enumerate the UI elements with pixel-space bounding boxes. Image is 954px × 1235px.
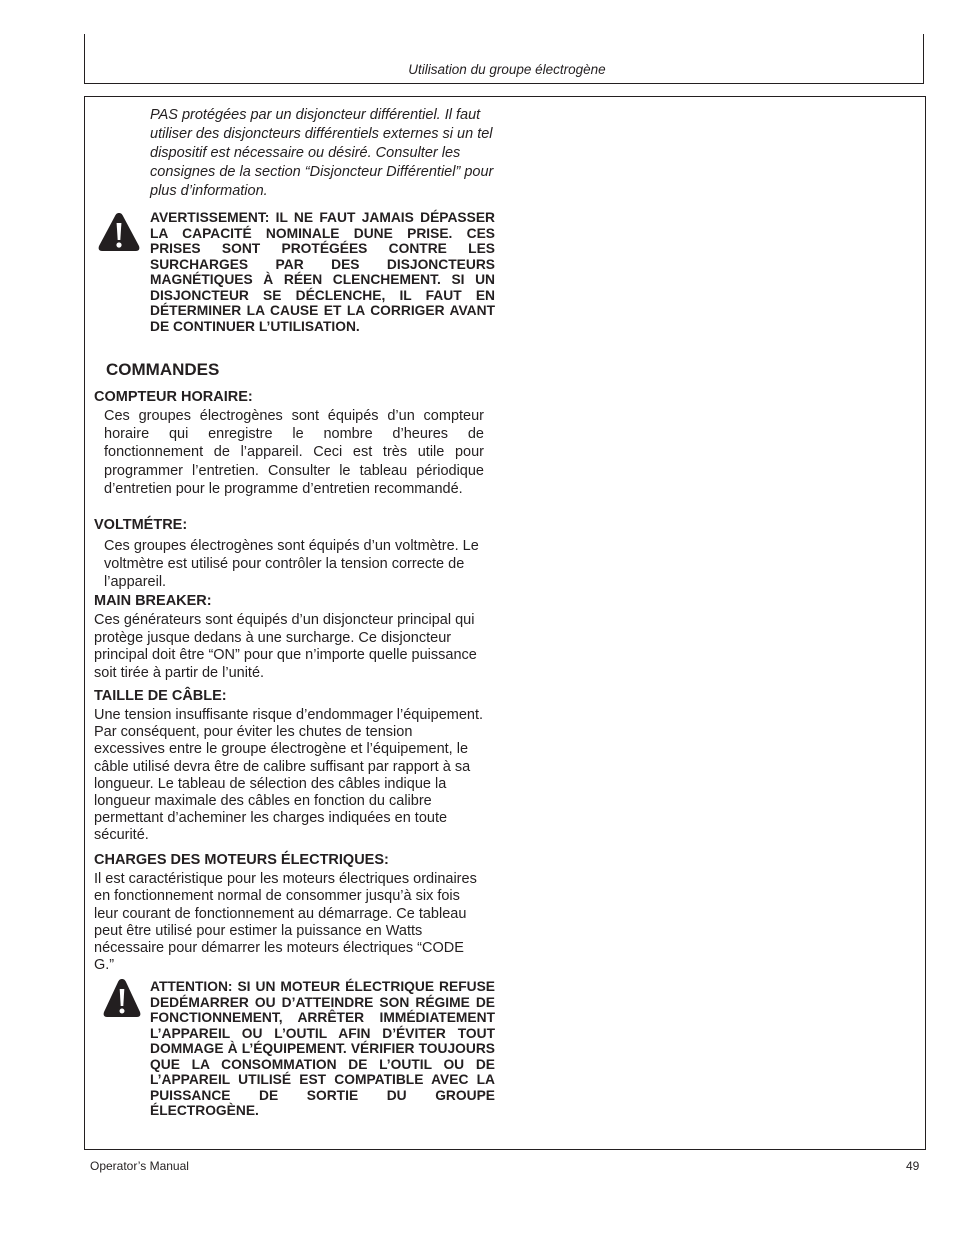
heading-charges-moteurs: CHARGES DES MOTEURS ÉLECTRIQUES: (94, 852, 389, 868)
heading-taille-de-cable: TAILLE DE CÂBLE: (94, 688, 227, 704)
heading-voltmetre: VOLTMÉTRE: (94, 517, 188, 533)
footer-manual-title: Operator’s Manual (90, 1159, 189, 1173)
paragraph-compteur-horaire: Ces groupes électrogènes sont équipés d’un compteur horaire qui enregistre le nombre d’heures de fonctionnement de l’appareil. Ceci est très utile pour programmer l’entretien. Consulter le tableau périodique d’entretien pour le programme d’entretien recommandé. (104, 408, 484, 497)
heading-main-breaker: MAIN BREAKER: (94, 593, 212, 609)
warning-triangle-icon (102, 977, 142, 1019)
warning-triangle-icon (97, 211, 141, 253)
intro-paragraph: PAS protégées par un disjoncteur différentiel. Il faut utiliser des disjoncteurs différentiels externes si un tel dispositif est nécessaire ou désiré. Consulter les consignes de la section “Disjoncteur Différentiel” pour plus d’information. (150, 107, 494, 199)
warning-attention: ATTENTION: SI UN MOTEUR ÉLECTRIQUE REFUSE DEDÉMARRER OU D’ATTEINDRE SON RÉGIME DE FONCTIONNEMENT, ARRÊTER IMMÉDIATEMENT L’APPAREIL OU L’OUTIL AFIN D’ÉVITER TOUT DOMMAGE À L’ÉQUIPEMENT. VÉRIFIER TOUJOURS QUE LA CONSOMMATION DE L’OUTIL OU DE L’APPAREIL UTILISÉ EST COMPATIBLE AVEC LA PUISSANCE DE SORTIE DU GROUPE ÉLECTROGÈNE. (150, 979, 495, 1118)
paragraph-main-breaker: Ces générateurs sont équipés d’un disjoncteur principal qui protège jusque dedans à une surcharge. Ce disjoncteur principal doit être “ON” pour que n’importe quelle puissance soit tirée à partir de l’unité. (94, 612, 477, 681)
page-number: 49 (906, 1159, 920, 1173)
warning-avertissement: AVERTISSEMENT: IL NE FAUT JAMAIS DÉPASSER LA CAPACITÉ NOMINALE DUNE PRISE. CES PRISES SONT PROTÉGÉES CONTRE LES SURCHARGES PAR DES DISJONCTEURS MAGNÉTIQUES À RÉEN CLENCHEMENT. SI UN DISJONCTEUR SE DÉCLENCHE, IL FAUT EN DÉTERMINER LA CAUSE ET LA CORRIGER AVANT DE CONTINUER L’UTILISATION. (150, 210, 495, 334)
running-header-title: Utilisation du groupe électrogène (408, 62, 606, 77)
paragraph-charges-moteurs: Il est caractéristique pour les moteurs électriques ordinaires en fonctionnement normal de consommer jusqu’à six fois leur courant de fonctionnement au démarrage. Ce tableau peut être utilisé pour estimer la puissance en Watts nécessaire pour démarrer les moteurs électriques “CODE G.” (94, 871, 477, 974)
header-frame (84, 34, 924, 84)
section-title-commandes: COMMANDES (106, 360, 220, 379)
heading-compteur-horaire: COMPTEUR HORAIRE: (94, 389, 253, 405)
paragraph-taille-de-cable: Une tension insuffisante risque d’endommager l’équipement. Par conséquent, pour éviter les chutes de tension excessives entre le groupe électrogène et l’équipement, le câble utilisé devra être de calibre suffisant par rapport à sa longueur. Le tableau de sélection des câbles indique la longueur maximale des câbles en fonction du calibre permettant d’acheminer les charges indiquées en toute sécurité. (94, 707, 484, 844)
paragraph-voltmetre: Ces groupes électrogènes sont équipés d’un voltmètre. Le voltmètre est utilisé pour contrôler la tension correcte de l’appareil. (104, 538, 479, 591)
